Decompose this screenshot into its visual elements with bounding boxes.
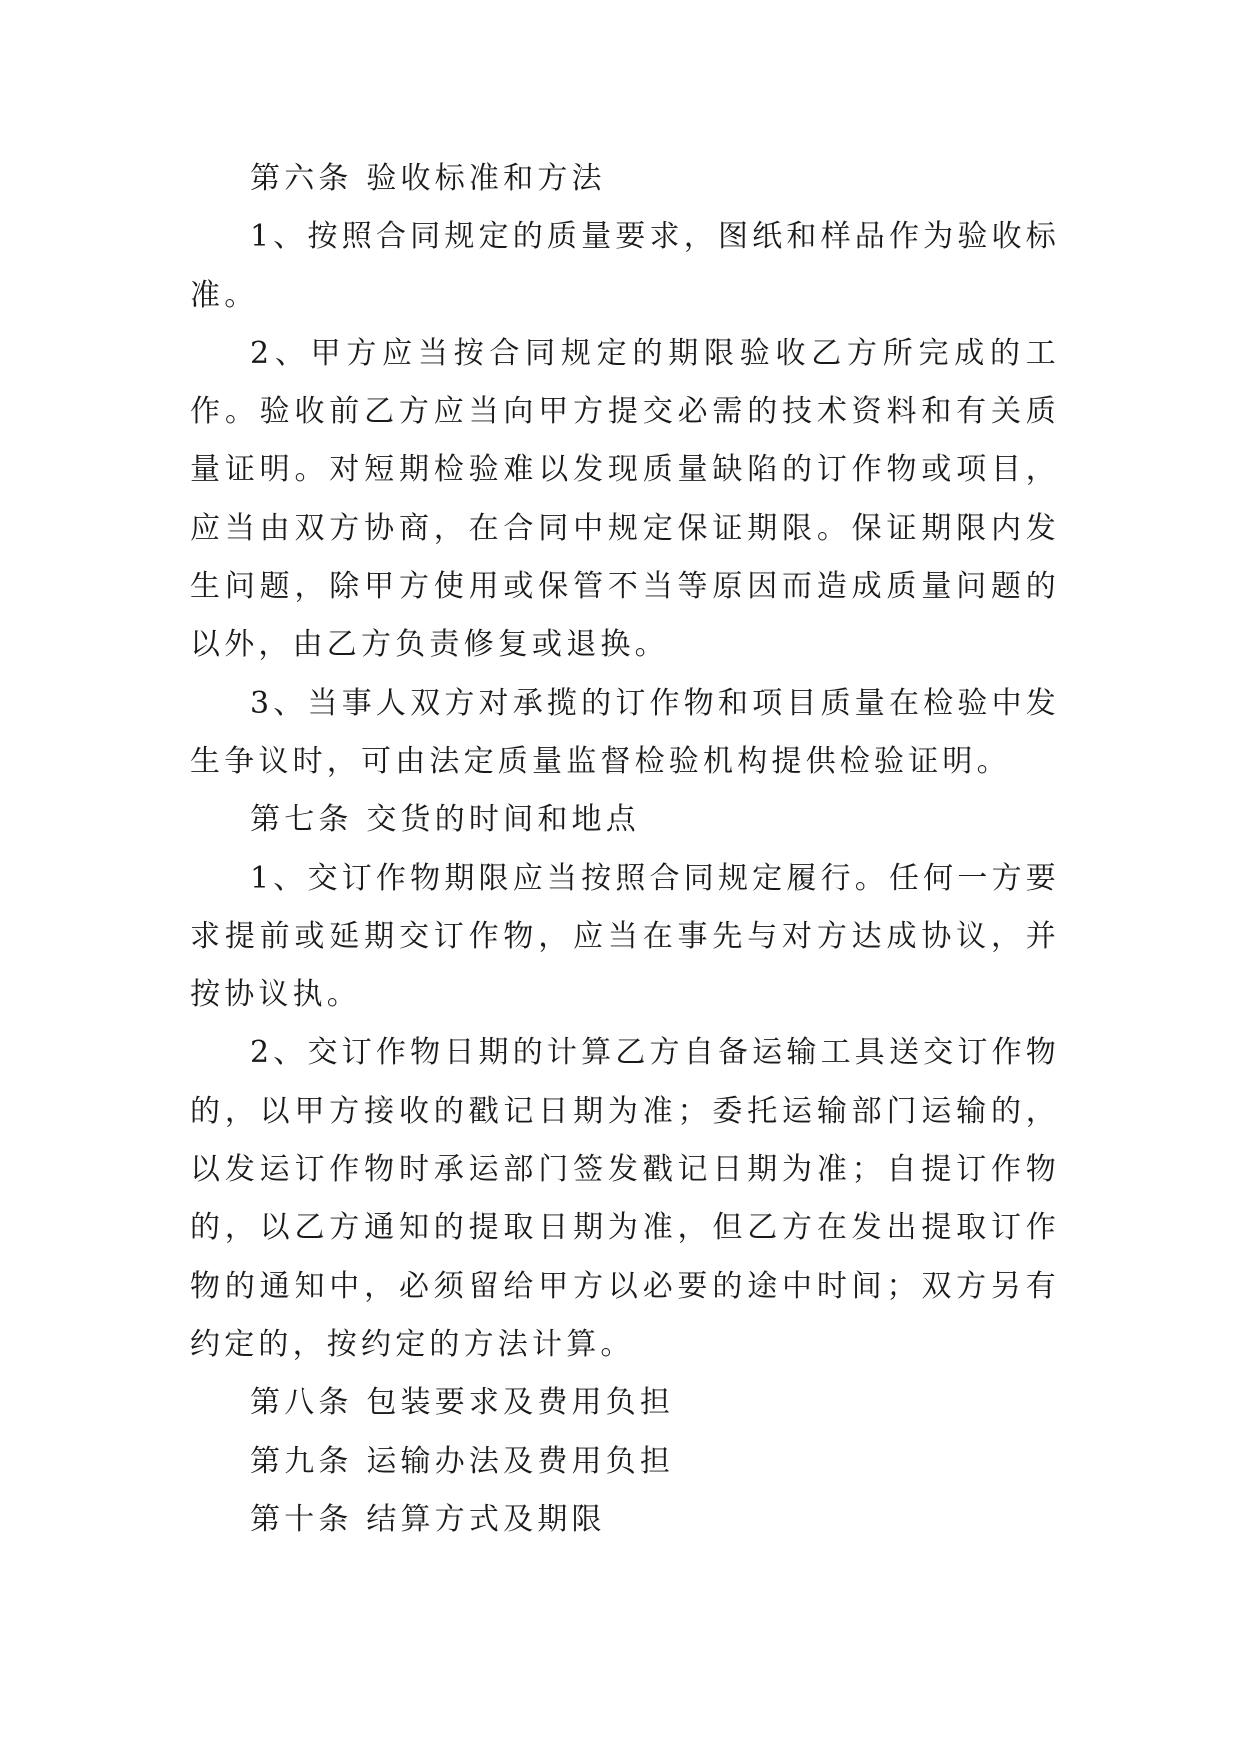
article-7-clause-2: 2、交订作物日期的计算乙方自备运输工具送交订作物的，以甲方接收的戳记日期为准；委托运输部门运输的，以发运订作物时承运部门签发戳记日期为准；自提订作物的，以乙方通知的提取日期为准，但乙方在发出提取订作物的通知中，必须留给甲方以必要的途中时间；双方另有约定的，按约定的方法计算。 — [190, 1035, 1060, 1362]
article-6-clause-3: 3、当事人双方对承揽的订作物和项目质量在检验中发生争议时，可由法定质量监督检验机构提供检验证明。 — [190, 685, 1060, 779]
article-8-heading: 第八条 包装要求及费用负担 — [250, 1385, 675, 1421]
article-6-heading: 第六条 验收标准和方法 — [250, 161, 606, 196]
article-7-clause-1: 1、交订作物期限应当按照合同规定履行。任何一方要求提前或延期交订作物，应当在事先与对方达成协议，并按协议执。 — [190, 860, 1060, 1013]
article-10-heading: 第十条 结算方式及期限 — [250, 1501, 606, 1537]
document-page — [190, 150, 1060, 1549]
article-7-heading: 第七条 交货的时间和地点 — [250, 802, 640, 838]
article-9-heading: 第九条 运输办法及费用负担 — [250, 1443, 675, 1479]
article-6-clause-1: 1、按照合同规定的质量要求，图纸和样品作为验收标准。 — [190, 219, 1060, 313]
article-6-clause-2: 2、甲方应当按合同规定的期限验收乙方所完成的工作。验收前乙方应当向甲方提交必需的技术资料和有关质量证明。对短期检验难以发现质量缺陷的订作物或项目，应当由双方协商，在合同中规定保证期限。保证期限内发生问题，除甲方使用或保管不当等原因而造成质量问题的以外，由乙方负责修复或退换。 — [190, 335, 1060, 663]
